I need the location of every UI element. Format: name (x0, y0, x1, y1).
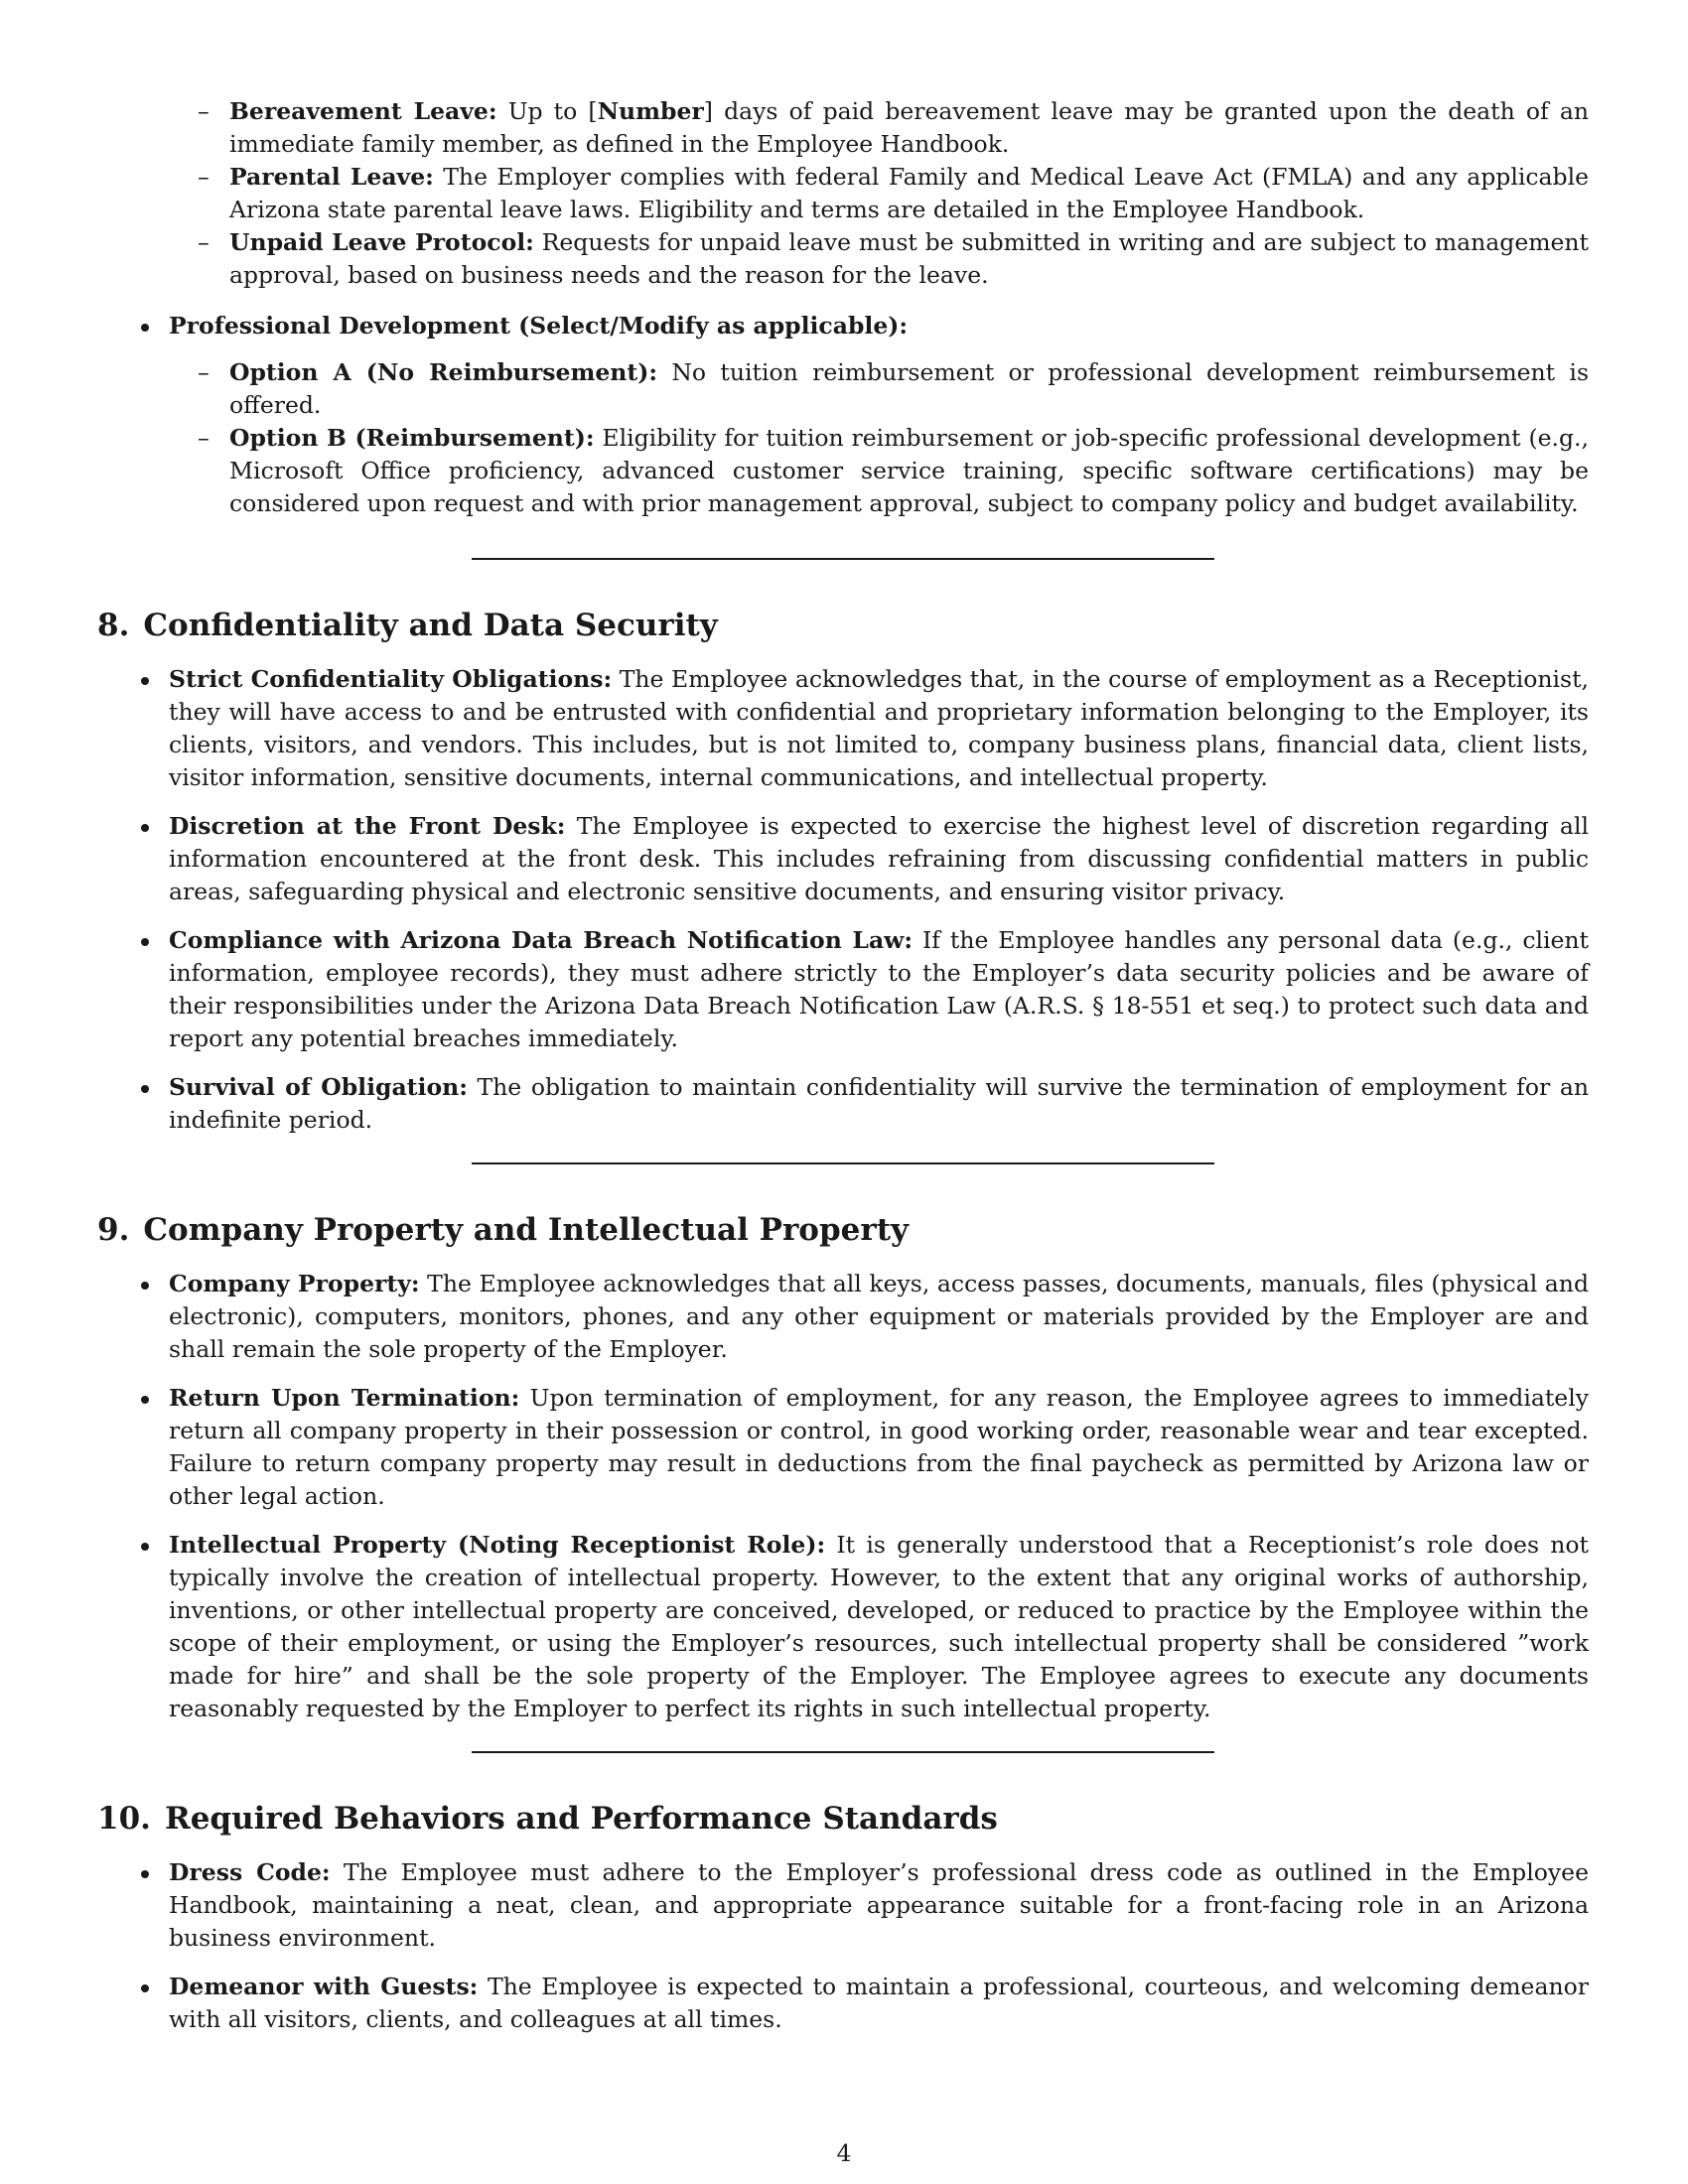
item-label: Professional Development (Select/Modify as applicable): (169, 312, 909, 340)
item-text: The Employee is expected to maintain a professional, courteous, and welcoming demeanor with all visitors, clients, and colleagues at all times. (169, 1973, 1589, 2033)
list-item-professional-development (169, 310, 1589, 342)
item-text: The Employer complies with federal Family and Medical Leave Act (FMLA) and any applicable Arizona state parental leave laws. Eligibility and terms are detailed in the Employee Handbook. (229, 163, 1589, 223)
dash-marker: – (198, 97, 210, 125)
list-item-strict-confidentiality (169, 663, 1589, 794)
horizontal-rule (472, 558, 1214, 560)
section-9-list (97, 1268, 1589, 1725)
item-text: The Employee is expected to exercise the highest level of discretion regarding all information encountered at the front desk. This includes refraining from discussing confidential matters in public areas, safeguarding physical and electronic sensitive documents, and ensuring visitor privacy. (169, 812, 1589, 905)
item-label: Parental Leave: (229, 163, 434, 191)
list-item-dress-code (169, 1856, 1589, 1955)
list-item-intellectual-property (169, 1529, 1589, 1725)
item-label: Dress Code: (169, 1858, 331, 1886)
bullet-marker (141, 677, 149, 685)
bullet-marker (141, 1984, 149, 1992)
item-label: Return Upon Termination: (169, 1384, 520, 1412)
bullet-marker (141, 1282, 149, 1290)
section-number: 8. (97, 608, 130, 643)
item-label: Company Property: (169, 1270, 420, 1297)
horizontal-rule (472, 1162, 1214, 1164)
section-title: Confidentiality and Data Security (143, 608, 718, 643)
professional-development-list (97, 310, 1589, 342)
item-label: Option B (Reimbursement): (229, 424, 595, 452)
list-item-return-upon-termination (169, 1382, 1589, 1513)
item-text: The obligation to maintain confidentiality will survive the termination of employment for an indefinite period. (169, 1073, 1589, 1134)
list-item-parental-leave (198, 161, 1589, 226)
section-heading-10 (97, 1799, 1589, 1839)
item-label: Demeanor with Guests: (169, 1973, 479, 2000)
leave-sub-list (97, 95, 1589, 292)
item-label: Discretion at the Front Desk: (169, 812, 566, 840)
list-item-company-property (169, 1268, 1589, 1366)
section-10-list (97, 1856, 1589, 2036)
item-text: No tuition reimbursement or professional development reimbursement is offered. (229, 358, 1589, 419)
section-number: 10. (97, 1801, 151, 1837)
list-item-bereavement-leave (198, 95, 1589, 161)
dash-marker: – (198, 228, 210, 256)
section-title: Company Property and Intellectual Property (143, 1212, 910, 1248)
section-heading-9 (97, 1210, 1589, 1250)
placeholder-number: Number (597, 97, 704, 125)
item-label: Intellectual Property (Noting Receptionist Role): (169, 1531, 826, 1559)
item-label: Option A (No Reimbursement): (229, 358, 658, 386)
item-label: Bereavement Leave: (229, 97, 497, 125)
section-number: 9. (97, 1212, 130, 1248)
dash-marker: – (198, 424, 210, 452)
item-text: It is generally understood that a Receptionist’s role does not typically involve the creation of intellectual property. However, to the extent that any original works of authorship, inventions, or other intellectual property are conceived, developed, or reduced to practice by the Employee within the scope of their employment, or using the Employer’s resources, such intellectual property shall be considered ”work made for hire” and shall be the sole property of the Employer. The Employee agrees to execute any documents reasonably requested by the Employer to perfect its rights in such intellectual property. (169, 1531, 1589, 1722)
list-item-survival-of-obligation (169, 1071, 1589, 1137)
item-text: The Employee must adhere to the Employer’s professional dress code as outlined in the Employee Handbook, maintaining a neat, clean, and appropriate appearance suitable for a front-facing role in an Arizona business environment. (169, 1858, 1589, 1952)
bullet-marker (141, 938, 149, 946)
item-label: Compliance with Arizona Data Breach Notification Law: (169, 926, 914, 954)
list-item-demeanor-with-guests (169, 1971, 1589, 2036)
list-item-data-breach-compliance (169, 924, 1589, 1055)
professional-development-options (97, 356, 1589, 520)
horizontal-rule (472, 1751, 1214, 1753)
page-number: 4 (836, 2139, 852, 2167)
item-text: If the Employee handles any personal data (e.g., client information, employee records), they must adhere strictly to the Employer’s data security policies and be aware of their responsibilities under the Arizona Data Breach Notification Law (A.R.S. § 18-551 et seq.) to protect such data and report any potential breaches immediately. (169, 926, 1589, 1052)
section-heading-8 (97, 606, 1589, 645)
item-text: Eligibility for tuition reimbursement or job-specific professional development (e.g., Microsoft Office proficiency, advanced customer service training, specific software certifications) may be considered upon request and with prior management approval, subject to company policy and budget availability. (229, 424, 1589, 517)
bullet-marker (141, 824, 149, 832)
item-text: The Employee acknowledges that all keys, access passes, documents, manuals, files (physical and electronic), computers, monitors, phones, and any other equipment or materials provided by the Employer are and shall remain the sole property of the Employer. (169, 1270, 1589, 1363)
item-text: The Employee acknowledges that, in the course of employment as a Receptionist, they will have access to and be entrusted with confidential and proprietary information belonging to the Employer, its clients, visitors, and vendors. This includes, but is not limited to, company business plans, financial data, client lists, visitor information, sensitive documents, internal communications, and intellectual property. (169, 665, 1590, 791)
bullet-marker (141, 1396, 149, 1404)
list-item-option-a (198, 356, 1589, 422)
item-text: ] days of paid bereavement leave may be granted upon the death of an immediate family member, as defined in the Employee Handbook. (229, 97, 1589, 158)
section-8-list (97, 663, 1589, 1137)
item-label: Unpaid Leave Protocol: (229, 228, 534, 256)
dash-marker: – (198, 358, 210, 386)
item-text: Requests for unpaid leave must be submitted in writing and are subject to management approval, based on business needs and the reason for the leave. (229, 228, 1589, 289)
item-text: Upon termination of employment, for any reason, the Employee agrees to immediately return all company property in their possession or control, in good working order, reasonable wear and tear excepted. Failure to return company property may result in deductions from the final paycheck as permitted by Arizona law or other legal action. (169, 1384, 1589, 1510)
list-item-unpaid-leave (198, 226, 1589, 292)
list-item-discretion-front-desk (169, 810, 1589, 908)
bullet-marker (141, 324, 149, 332)
bullet-marker (141, 1870, 149, 1878)
item-label: Strict Confidentiality Obligations: (169, 665, 613, 693)
list-item-option-b (198, 422, 1589, 520)
bullet-marker (141, 1543, 149, 1551)
document-page (97, 95, 1589, 2052)
section-title: Required Behaviors and Performance Standards (164, 1801, 998, 1837)
dash-marker: – (198, 163, 210, 191)
bullet-marker (141, 1085, 149, 1093)
item-text: Up to [ (496, 97, 598, 125)
item-label: Survival of Obligation: (169, 1073, 468, 1101)
